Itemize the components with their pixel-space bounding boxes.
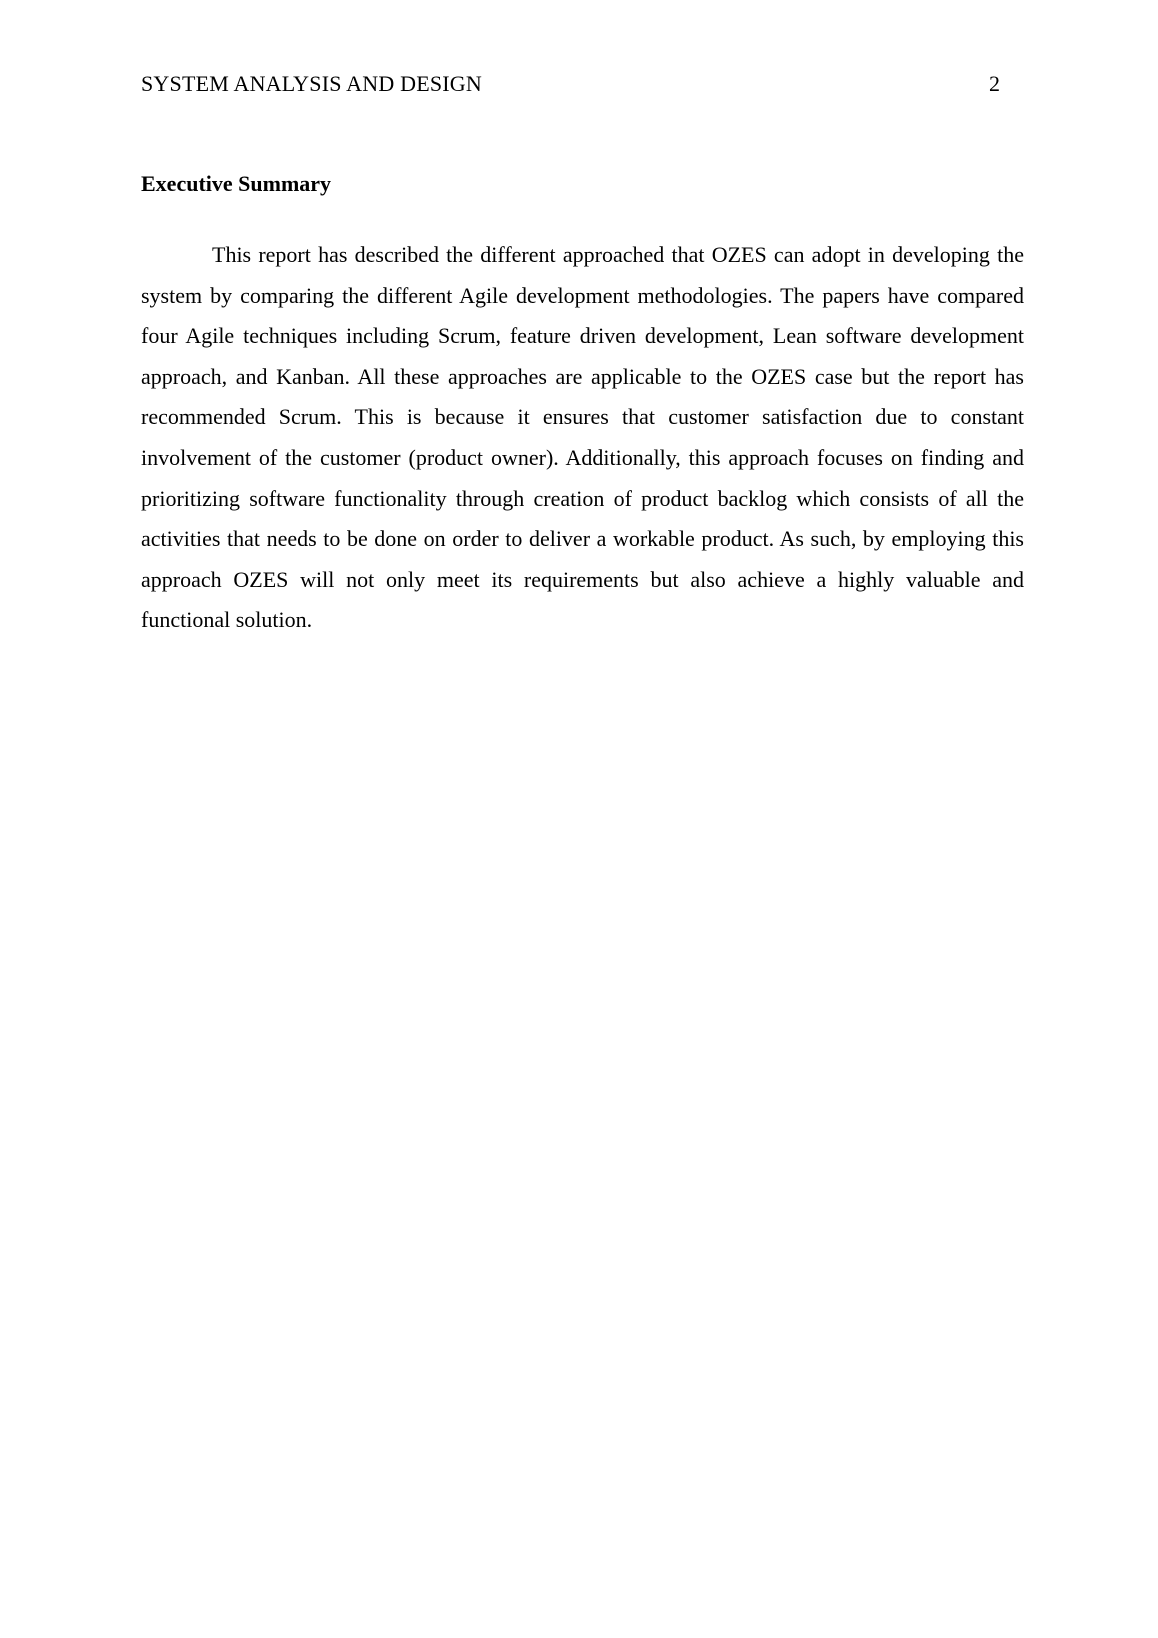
section-heading: Executive Summary	[141, 171, 332, 196]
page-number: 2	[989, 71, 1000, 96]
running-head-title: SYSTEM ANALYSIS AND DESIGN	[141, 71, 482, 96]
executive-summary-paragraph: This report has described the different approached that OZES can adopt in developing the system by comparing the different Agile development methodologies. The papers have compared four Agile techniques including Scrum, feature driven development, Lean software development approach, and Kanban. All these approaches are applicable to the OZES case but the report has recommended Scrum. This is because it ensures that customer satisfaction due to constant involvement of the customer (product owner). Additionally, this approach focuses on finding and prioritizing software functionality through creation of product backlog which consists of all the activities that needs to be done on order to deliver a workable product. As such, by employing this approach OZES will not only meet its requirements but also achieve a highly valuable and functional solution.	[141, 242, 1024, 633]
